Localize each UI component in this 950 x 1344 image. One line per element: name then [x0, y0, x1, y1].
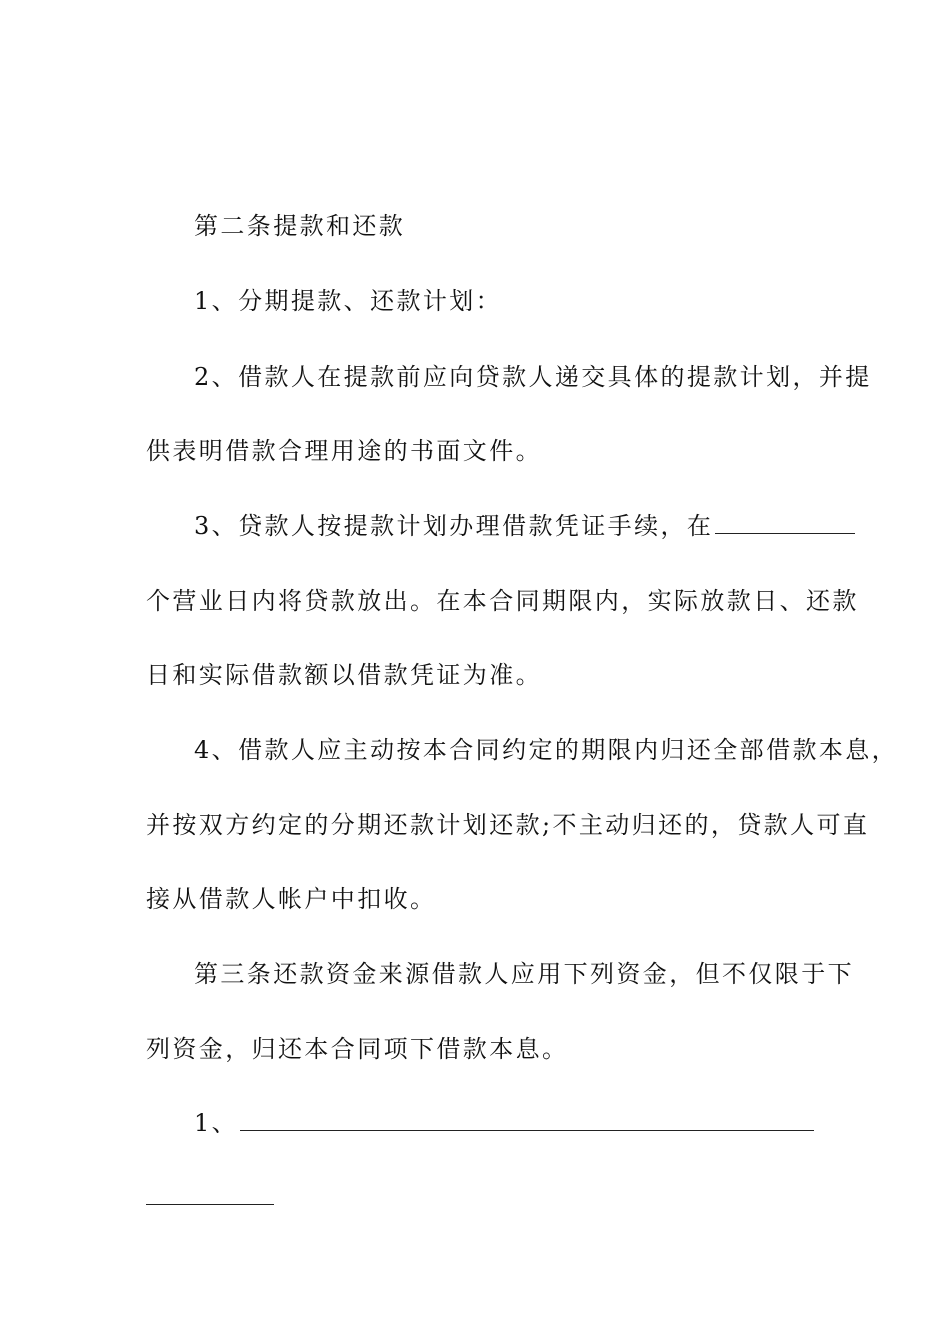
paragraph-2-4-line-3 — [146, 883, 810, 915]
paragraph-2-1-text: 1、分期提款、还款计划： — [194, 287, 503, 315]
article-3-line-2 — [146, 1033, 810, 1065]
paragraph-2-4-line-1 — [194, 734, 899, 766]
paragraph-2-3-line-2-text: 个营业日内将贷款放出。在本合同期限内，实际放款日、还款 — [146, 587, 859, 615]
paragraph-2-2-line-1 — [194, 361, 872, 393]
paragraph-2-2-line-1-text: 2、借款人在提款前应向贷款人递交具体的提款计划，并提 — [194, 363, 872, 391]
paragraph-2-3-line-1 — [194, 510, 810, 542]
paragraph-2-1 — [194, 285, 810, 317]
repayment-source-blank — [240, 1110, 814, 1131]
paragraph-2-4-line-2 — [146, 809, 870, 841]
article-3-line-2-text: 列资金，归还本合同项下借款本息。 — [146, 1035, 569, 1063]
paragraph-2-3-line-2 — [146, 585, 859, 617]
article-2-heading — [194, 210, 810, 242]
paragraph-2-4-line-3-text: 接从借款人帐户中扣收。 — [146, 885, 437, 913]
article-3-line-1 — [194, 958, 854, 990]
article-2-heading-text: 第二条提款和还款 — [194, 212, 406, 240]
paragraph-2-3-line-1-text: 3、贷款人按提款计划办理借款凭证手续，在 — [194, 512, 714, 540]
repayment-source-item-1-text: 1、 — [194, 1109, 239, 1137]
paragraph-2-3-line-3-text: 日和实际借款额以借款凭证为准。 — [146, 661, 542, 689]
paragraph-2-2-line-2-text: 供表明借款合理用途的书面文件。 — [146, 437, 542, 465]
business-days-blank — [715, 513, 855, 534]
article-3-line-1-text: 第三条还款资金来源借款人应用下列资金，但不仅限于下 — [194, 960, 854, 988]
repayment-source-item-1 — [194, 1107, 810, 1139]
paragraph-2-3-line-3 — [146, 659, 810, 691]
repayment-source-blank-continuation — [146, 1204, 274, 1205]
paragraph-2-4-line-2-text: 并按双方约定的分期还款计划还款;不主动归还的，贷款人可直 — [146, 811, 870, 839]
paragraph-2-2-line-2 — [146, 435, 810, 467]
paragraph-2-4-line-1-text: 4、借款人应主动按本合同约定的期限内归还全部借款本息， — [194, 736, 899, 764]
